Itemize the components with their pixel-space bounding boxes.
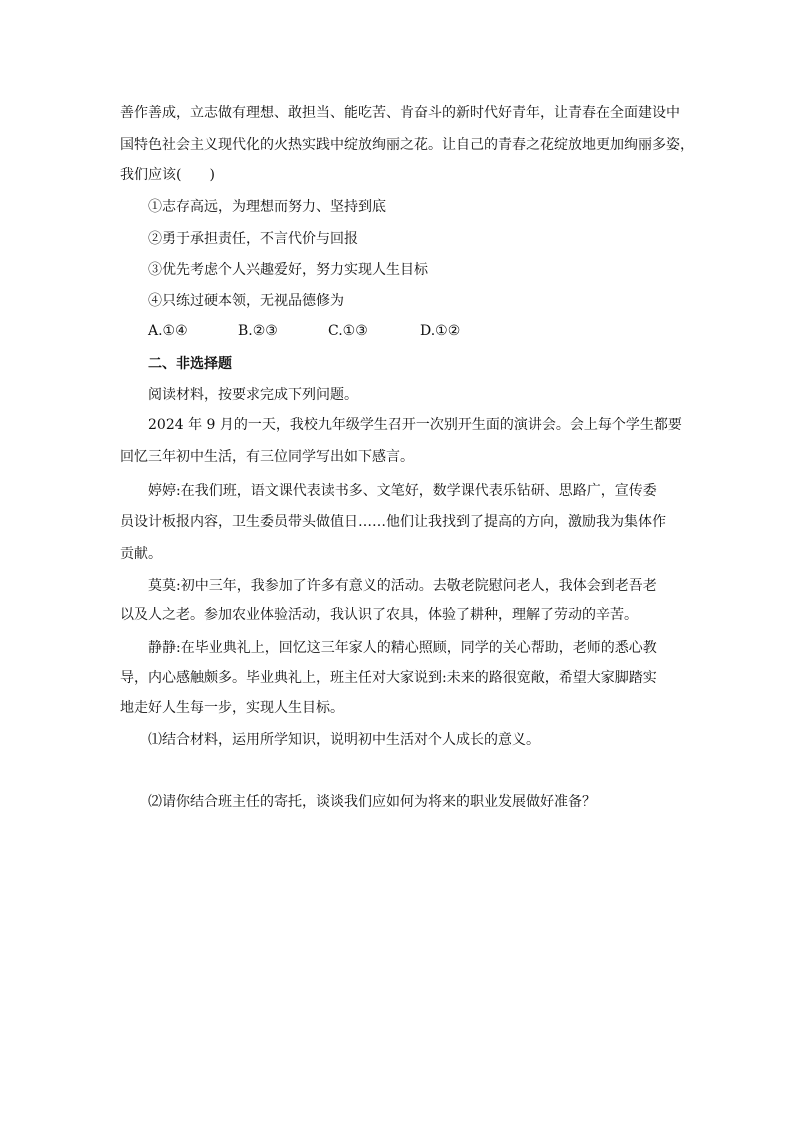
- option-d: D.①②: [420, 323, 461, 339]
- sub-question-2: ⑵请你结合班主任的寄托，谈谈我们应如何为将来的职业发展做好准备？: [148, 794, 596, 810]
- material-line-10: 地走好人生每一步，实现人生目标。: [120, 700, 344, 716]
- material-line-2: 回忆三年初中生活，有三位同学写出如下感言。: [120, 449, 414, 465]
- question-stem-line-2: 国特色社会主义现代化的火热实践中绽放绚丽之花。让自己的青春之花绽放地更加绚丽多姿，: [120, 137, 694, 153]
- material-line-1: 2024 年 9 月的一天，我校九年级学生召开一次别开生面的演讲会。会上每个学生都要: [148, 417, 682, 433]
- statement-3: ③优先考虑个人兴趣爱好，努力实现人生目标: [148, 262, 428, 278]
- statement-1: ①志存高远，为理想而努力、坚持到底: [148, 199, 386, 215]
- option-b: B.②③: [238, 323, 278, 339]
- option-c: C.①③: [328, 323, 368, 339]
- material-line-6: 莫莫:初中三年，我参加了许多有意义的活动。去敬老院慰问老人，我体会到老吾老: [148, 578, 657, 594]
- material-line-5: 贡献。: [120, 546, 162, 562]
- statement-4: ④只练过硬本领，无视品德修为: [148, 293, 344, 309]
- section-heading: 二、非选择题: [148, 356, 232, 372]
- question-stem-line-3: 我们应该( ): [120, 167, 215, 183]
- material-line-7: 以及人之老。参加农业体验活动，我认识了农具，体验了耕种，理解了劳动的辛苦。: [120, 607, 638, 623]
- sub-question-1: ⑴结合材料，运用所学知识，说明初中生活对个人成长的意义。: [148, 732, 540, 748]
- material-line-3: 婷婷:在我们班，语文课代表读书多、文笔好，数学课代表乐钻研、思路广，宣传委: [148, 483, 657, 499]
- section-instruction: 阅读材料，按要求完成下列问题。: [148, 387, 358, 403]
- material-line-8: 静静:在毕业典礼上，回忆这三年家人的精心照顾，同学的关心帮助，老师的悉心教: [148, 640, 657, 656]
- option-a: A.①④: [148, 323, 188, 339]
- question-stem-line-1: 善作善成，立志做有理想、敢担当、能吃苦、肯奋斗的新时代好青年，让青春在全面建设中: [120, 105, 680, 121]
- statement-2: ②勇于承担责任，不言代价与回报: [148, 231, 358, 247]
- material-line-9: 导，内心感触颇多。毕业典礼上，班主任对大家说到:未来的路很宽敞，希望大家脚踏实: [120, 670, 657, 686]
- material-line-4: 员设计板报内容，卫生委员带头做值日……他们让我找到了提高的方向，激励我为集体作: [120, 514, 666, 530]
